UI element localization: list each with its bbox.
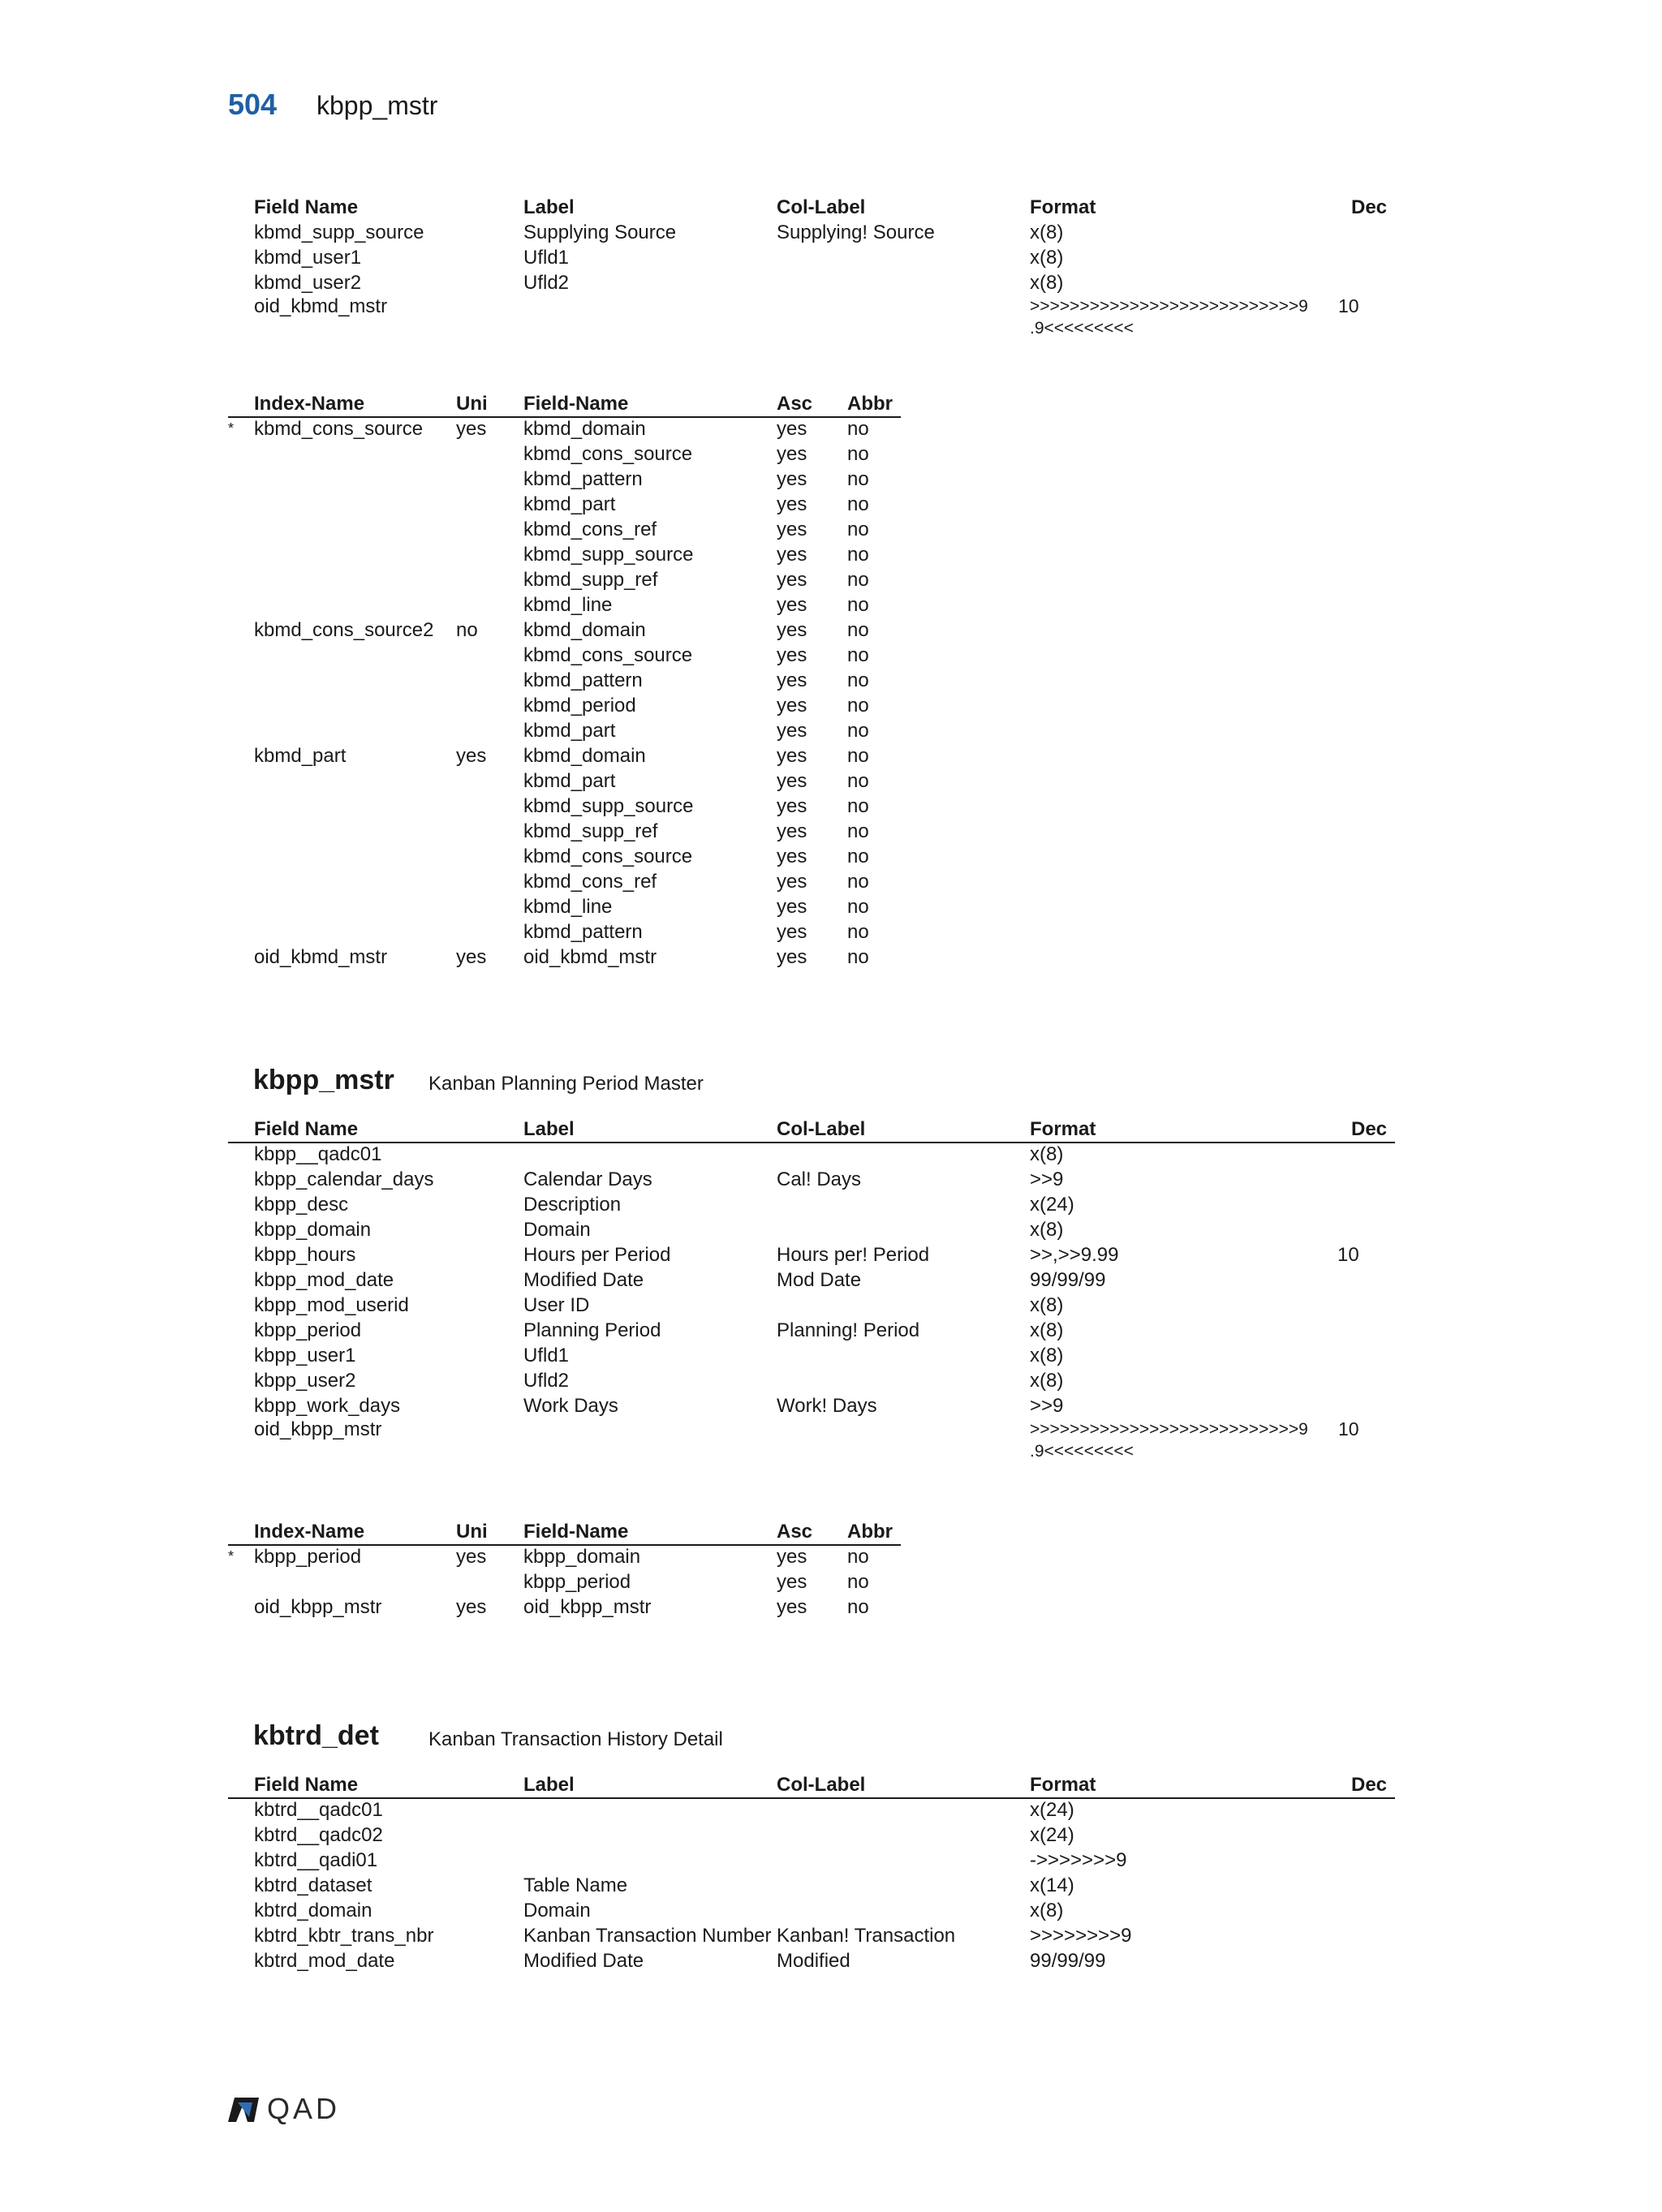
table-row	[228, 220, 1397, 245]
table-row	[228, 1242, 1397, 1267]
field-dec: 10	[1338, 1418, 1359, 1440]
index-asc: yes	[777, 644, 807, 666]
index-unique: yes	[456, 745, 487, 767]
index-name: kbmd_part	[254, 745, 347, 767]
header-uni: Uni	[456, 1521, 488, 1543]
field-col-label: Supplying! Source	[777, 222, 935, 243]
header-asc: Asc	[777, 1521, 813, 1543]
index-abbr: no	[847, 468, 869, 490]
field-format: x(8)	[1030, 1219, 1064, 1241]
index-asc: yes	[777, 594, 807, 616]
index-abbr: no	[847, 443, 869, 465]
index-field-name: kbmd_part	[523, 720, 616, 742]
table-row	[228, 1418, 1397, 1440]
index-field-name: kbmd_supp_source	[523, 544, 694, 566]
field-label: Modified Date	[523, 1950, 644, 1972]
index-field-name: kbmd_pattern	[523, 669, 643, 691]
index-row	[228, 945, 1397, 970]
index-row	[228, 794, 1397, 819]
field-col-label: Work! Days	[777, 1395, 877, 1417]
field-label: Domain	[523, 1219, 591, 1241]
table-row	[228, 1823, 1397, 1848]
field-label: Planning Period	[523, 1319, 661, 1341]
index-field-name: kbmd_cons_source	[523, 443, 693, 465]
index-abbr: no	[847, 795, 869, 817]
field-name: kbtrd_kbtr_trans_nbr	[254, 1925, 434, 1947]
kbpp-fields-table	[228, 1117, 1397, 1462]
index-row	[228, 693, 1397, 718]
field-format: x(8)	[1030, 1370, 1064, 1392]
field-rows	[228, 1797, 1397, 1973]
table-row	[228, 1848, 1397, 1873]
field-col-label: Hours per! Period	[777, 1244, 930, 1266]
field-name: kbtrd__qadc01	[254, 1799, 383, 1821]
index-abbr: no	[847, 669, 869, 691]
index-asc: yes	[777, 946, 807, 968]
field-format: >>>>>>>>>>>>>>>>>>>>>>>>>>>9	[1030, 297, 1308, 316]
field-name: kbmd_user1	[254, 247, 362, 269]
index-field-name: kbmd_line	[523, 896, 613, 918]
field-name: kbpp_domain	[254, 1219, 372, 1241]
header-field-name: Field Name	[254, 1118, 359, 1140]
table-description: Kanban Planning Period Master	[428, 1073, 704, 1095]
header-format: Format	[1030, 1118, 1096, 1140]
field-label: Supplying Source	[523, 222, 677, 243]
field-name: kbtrd_dataset	[254, 1874, 372, 1896]
index-row	[228, 567, 1397, 592]
field-name: kbpp_user1	[254, 1345, 356, 1366]
index-row	[228, 819, 1397, 844]
field-format: x(8)	[1030, 247, 1064, 269]
index-field-name: oid_kbpp_mstr	[523, 1596, 652, 1618]
index-name: kbpp_period	[254, 1546, 362, 1568]
index-rows	[228, 1544, 1397, 1620]
field-dec: 10	[1338, 295, 1359, 316]
header-field-name: Field-Name	[523, 1521, 629, 1543]
field-format: >>>>>>>>>>>>>>>>>>>>>>>>>>>9	[1030, 1420, 1308, 1439]
index-asc: yes	[777, 896, 807, 918]
field-name: kbtrd_mod_date	[254, 1950, 395, 1972]
field-format: x(8)	[1030, 1319, 1064, 1341]
field-format: x(8)	[1030, 1900, 1064, 1922]
index-unique: yes	[456, 1546, 487, 1568]
table-row	[228, 245, 1397, 270]
primary-index-marker: *	[228, 1548, 235, 1564]
field-col-label: Mod Date	[777, 1269, 862, 1291]
field-name: kbtrd__qadc02	[254, 1824, 383, 1846]
qad-logo-mark-icon	[226, 2094, 260, 2124]
index-unique: yes	[456, 418, 487, 440]
field-label: Ufld1	[523, 247, 570, 269]
index-asc: yes	[777, 569, 807, 591]
table-row-continuation	[228, 1440, 1397, 1462]
header-col-label: Col-Label	[777, 1774, 866, 1796]
index-row	[228, 894, 1397, 919]
field-format-continued: .9<<<<<<<<<	[1030, 319, 1134, 338]
index-abbr: no	[847, 745, 869, 767]
index-asc: yes	[777, 720, 807, 742]
index-field-name: kbmd_part	[523, 770, 616, 792]
table-row	[228, 1142, 1397, 1167]
index-unique: yes	[456, 1596, 487, 1618]
field-format: >>9	[1030, 1395, 1064, 1417]
field-col-label: Kanban! Transaction	[777, 1925, 956, 1947]
running-title: kbpp_mstr	[316, 91, 438, 120]
index-asc: yes	[777, 519, 807, 540]
field-format: x(14)	[1030, 1874, 1074, 1896]
index-rows	[228, 416, 1397, 970]
header-uni: Uni	[456, 393, 488, 415]
index-asc: yes	[777, 619, 807, 641]
table-description: Kanban Transaction History Detail	[428, 1728, 723, 1750]
index-name: kbmd_cons_source	[254, 418, 424, 440]
index-abbr: no	[847, 720, 869, 742]
table-row	[228, 1217, 1397, 1242]
header-asc: Asc	[777, 393, 813, 415]
index-row	[228, 743, 1397, 768]
table-header-row	[228, 195, 1397, 220]
index-abbr: no	[847, 871, 869, 893]
table-row	[228, 1267, 1397, 1293]
index-field-name: kbmd_supp_source	[523, 795, 694, 817]
kbtrd-fields-table	[228, 1772, 1397, 1973]
table-header-row	[228, 1772, 1397, 1797]
table-row	[228, 1167, 1397, 1192]
index-field-name: kbmd_cons_source	[523, 644, 693, 666]
index-row	[228, 492, 1397, 517]
index-abbr: no	[847, 418, 869, 440]
index-field-name: kbpp_period	[523, 1571, 631, 1593]
field-name: kbpp_work_days	[254, 1395, 401, 1417]
index-row	[228, 919, 1397, 945]
index-field-name: kbmd_cons_ref	[523, 519, 657, 540]
index-abbr: no	[847, 846, 869, 867]
index-name: kbmd_cons_source2	[254, 619, 434, 641]
index-row	[228, 1544, 1397, 1569]
index-abbr: no	[847, 1596, 869, 1618]
index-field-name: kbmd_domain	[523, 418, 646, 440]
field-label: User ID	[523, 1294, 590, 1316]
header-dec: Dec	[1351, 1118, 1388, 1140]
index-name: oid_kbpp_mstr	[254, 1596, 382, 1618]
primary-index-marker: *	[228, 420, 235, 437]
index-field-name: kbmd_part	[523, 493, 616, 515]
index-abbr: no	[847, 569, 869, 591]
header-abbr: Abbr	[847, 393, 893, 415]
index-asc: yes	[777, 669, 807, 691]
index-unique: no	[456, 619, 478, 641]
header-col-label: Col-Label	[777, 196, 866, 218]
index-row	[228, 592, 1397, 618]
table-row	[228, 295, 1397, 317]
field-format: x(24)	[1030, 1824, 1074, 1846]
table-row	[228, 270, 1397, 295]
header-label: Label	[523, 1118, 575, 1140]
index-asc: yes	[777, 443, 807, 465]
field-format: 99/99/99	[1030, 1950, 1106, 1972]
field-name: kbpp_desc	[254, 1194, 349, 1216]
table-row	[228, 1923, 1397, 1948]
index-asc: yes	[777, 846, 807, 867]
field-col-label: Planning! Period	[777, 1319, 920, 1341]
index-row	[228, 768, 1397, 794]
field-name: kbpp_hours	[254, 1244, 356, 1266]
index-abbr: no	[847, 921, 869, 943]
field-label: Calendar Days	[523, 1168, 652, 1190]
index-unique: yes	[456, 946, 487, 968]
header-field-name: Field Name	[254, 1774, 359, 1796]
field-name: kbmd_supp_source	[254, 222, 424, 243]
table-row	[228, 1393, 1397, 1418]
header-field-name: Field Name	[254, 196, 359, 218]
index-abbr: no	[847, 946, 869, 968]
field-name: kbpp__qadc01	[254, 1143, 382, 1165]
table-title: kbtrd_det	[253, 1720, 379, 1751]
field-name: kbpp_period	[254, 1319, 362, 1341]
field-name: kbpp_user2	[254, 1370, 356, 1392]
field-format: >>9	[1030, 1168, 1064, 1190]
table-title: kbpp_mstr	[253, 1065, 394, 1095]
index-asc: yes	[777, 418, 807, 440]
index-row	[228, 718, 1397, 743]
index-row	[228, 618, 1397, 643]
index-asc: yes	[777, 921, 807, 943]
field-format: x(8)	[1030, 272, 1064, 294]
field-format: x(24)	[1030, 1194, 1074, 1216]
index-abbr: no	[847, 695, 869, 717]
field-format-continued: .9<<<<<<<<<	[1030, 1442, 1134, 1461]
field-label: Table Name	[523, 1874, 628, 1896]
field-format: x(8)	[1030, 1345, 1064, 1366]
header-col-label: Col-Label	[777, 1118, 866, 1140]
index-asc: yes	[777, 544, 807, 566]
index-abbr: no	[847, 820, 869, 842]
index-asc: yes	[777, 1596, 807, 1618]
index-row	[228, 542, 1397, 567]
index-row	[228, 1594, 1397, 1620]
header-format: Format	[1030, 1774, 1096, 1796]
field-name: oid_kbpp_mstr	[254, 1418, 382, 1440]
index-field-name: kbmd_pattern	[523, 921, 643, 943]
index-asc: yes	[777, 820, 807, 842]
table-row	[228, 1948, 1397, 1973]
header-dec: Dec	[1351, 196, 1388, 218]
field-format: x(24)	[1030, 1799, 1074, 1821]
kbpp-index-table	[228, 1519, 1397, 1620]
index-field-name: kbmd_cons_source	[523, 846, 693, 867]
index-abbr: no	[847, 1571, 869, 1593]
index-abbr: no	[847, 1546, 869, 1568]
index-abbr: no	[847, 770, 869, 792]
field-name: kbpp_mod_userid	[254, 1294, 409, 1316]
index-abbr: no	[847, 519, 869, 540]
field-label: Ufld2	[523, 1370, 570, 1392]
index-field-name: kbmd_domain	[523, 619, 646, 641]
kbmd-index-table	[228, 391, 1397, 970]
index-field-name: kbmd_cons_ref	[523, 871, 657, 893]
field-label: Description	[523, 1194, 622, 1216]
field-label: Hours per Period	[523, 1244, 671, 1266]
index-asc: yes	[777, 1571, 807, 1593]
index-field-name: kbmd_supp_ref	[523, 820, 658, 842]
field-format: 99/99/99	[1030, 1269, 1106, 1291]
index-row	[228, 869, 1397, 894]
table-row	[228, 1368, 1397, 1393]
field-name: kbpp_mod_date	[254, 1269, 394, 1291]
field-label: Modified Date	[523, 1269, 644, 1291]
table-row	[228, 1898, 1397, 1923]
qad-logo-text: QAD	[267, 2092, 341, 2125]
index-name: oid_kbmd_mstr	[254, 946, 388, 968]
index-abbr: no	[847, 594, 869, 616]
header-index-name: Index-Name	[254, 393, 365, 415]
index-asc: yes	[777, 468, 807, 490]
index-field-name: oid_kbmd_mstr	[523, 946, 657, 968]
table-row	[228, 1293, 1397, 1318]
index-field-name: kbmd_period	[523, 695, 636, 717]
field-col-label: Modified	[777, 1950, 850, 1972]
field-format: x(8)	[1030, 222, 1064, 243]
index-asc: yes	[777, 795, 807, 817]
table-row	[228, 1192, 1397, 1217]
index-asc: yes	[777, 1546, 807, 1568]
table-row	[228, 1873, 1397, 1898]
table-row-continuation	[228, 317, 1397, 339]
index-abbr: no	[847, 619, 869, 641]
index-field-name: kbmd_line	[523, 594, 613, 616]
header-label: Label	[523, 1774, 575, 1796]
index-field-name: kbpp_domain	[523, 1546, 641, 1568]
field-format: x(8)	[1030, 1294, 1064, 1316]
kbmd-fields-table	[228, 195, 1397, 339]
table-row	[228, 1343, 1397, 1368]
field-label: Kanban Transaction Number	[523, 1925, 772, 1947]
field-dec: 10	[1337, 1244, 1359, 1266]
index-asc: yes	[777, 745, 807, 767]
field-label: Work Days	[523, 1395, 618, 1417]
index-row	[228, 467, 1397, 492]
index-asc: yes	[777, 493, 807, 515]
field-name: kbtrd_domain	[254, 1900, 372, 1922]
field-rows	[228, 1142, 1397, 1462]
index-asc: yes	[777, 695, 807, 717]
field-format: >>>>>>>>9	[1030, 1925, 1132, 1947]
index-header-row	[228, 1519, 1397, 1544]
index-asc: yes	[777, 770, 807, 792]
field-name: kbtrd__qadi01	[254, 1849, 378, 1871]
field-label: Ufld1	[523, 1345, 570, 1366]
field-name: oid_kbmd_mstr	[254, 295, 388, 317]
header-format: Format	[1030, 196, 1096, 218]
index-field-name: kbmd_pattern	[523, 468, 643, 490]
table-row	[228, 1797, 1397, 1823]
field-label: Ufld2	[523, 272, 570, 294]
header-index-name: Index-Name	[254, 1521, 365, 1543]
index-row	[228, 441, 1397, 467]
index-row	[228, 643, 1397, 668]
index-row	[228, 668, 1397, 693]
index-row	[228, 517, 1397, 542]
field-col-label: Cal! Days	[777, 1168, 862, 1190]
table-header-row	[228, 1117, 1397, 1142]
field-format: ->>>>>>>9	[1030, 1849, 1127, 1871]
index-row	[228, 1569, 1397, 1594]
table-row	[228, 1318, 1397, 1343]
page-number: 504	[228, 88, 278, 121]
index-abbr: no	[847, 896, 869, 918]
index-asc: yes	[777, 871, 807, 893]
field-name: kbpp_calendar_days	[254, 1168, 434, 1190]
index-header-row	[228, 391, 1397, 416]
field-format: x(8)	[1030, 1143, 1064, 1165]
index-abbr: no	[847, 493, 869, 515]
index-field-name: kbmd_domain	[523, 745, 646, 767]
field-format: >>,>>9.99	[1030, 1244, 1119, 1266]
header-label: Label	[523, 196, 575, 218]
field-label: Domain	[523, 1900, 591, 1922]
index-row	[228, 416, 1397, 441]
index-row	[228, 844, 1397, 869]
field-name: kbmd_user2	[254, 272, 362, 294]
header-field-name: Field-Name	[523, 393, 629, 415]
header-dec: Dec	[1351, 1774, 1388, 1796]
index-abbr: no	[847, 544, 869, 566]
index-field-name: kbmd_supp_ref	[523, 569, 658, 591]
index-abbr: no	[847, 644, 869, 666]
header-abbr: Abbr	[847, 1521, 893, 1543]
